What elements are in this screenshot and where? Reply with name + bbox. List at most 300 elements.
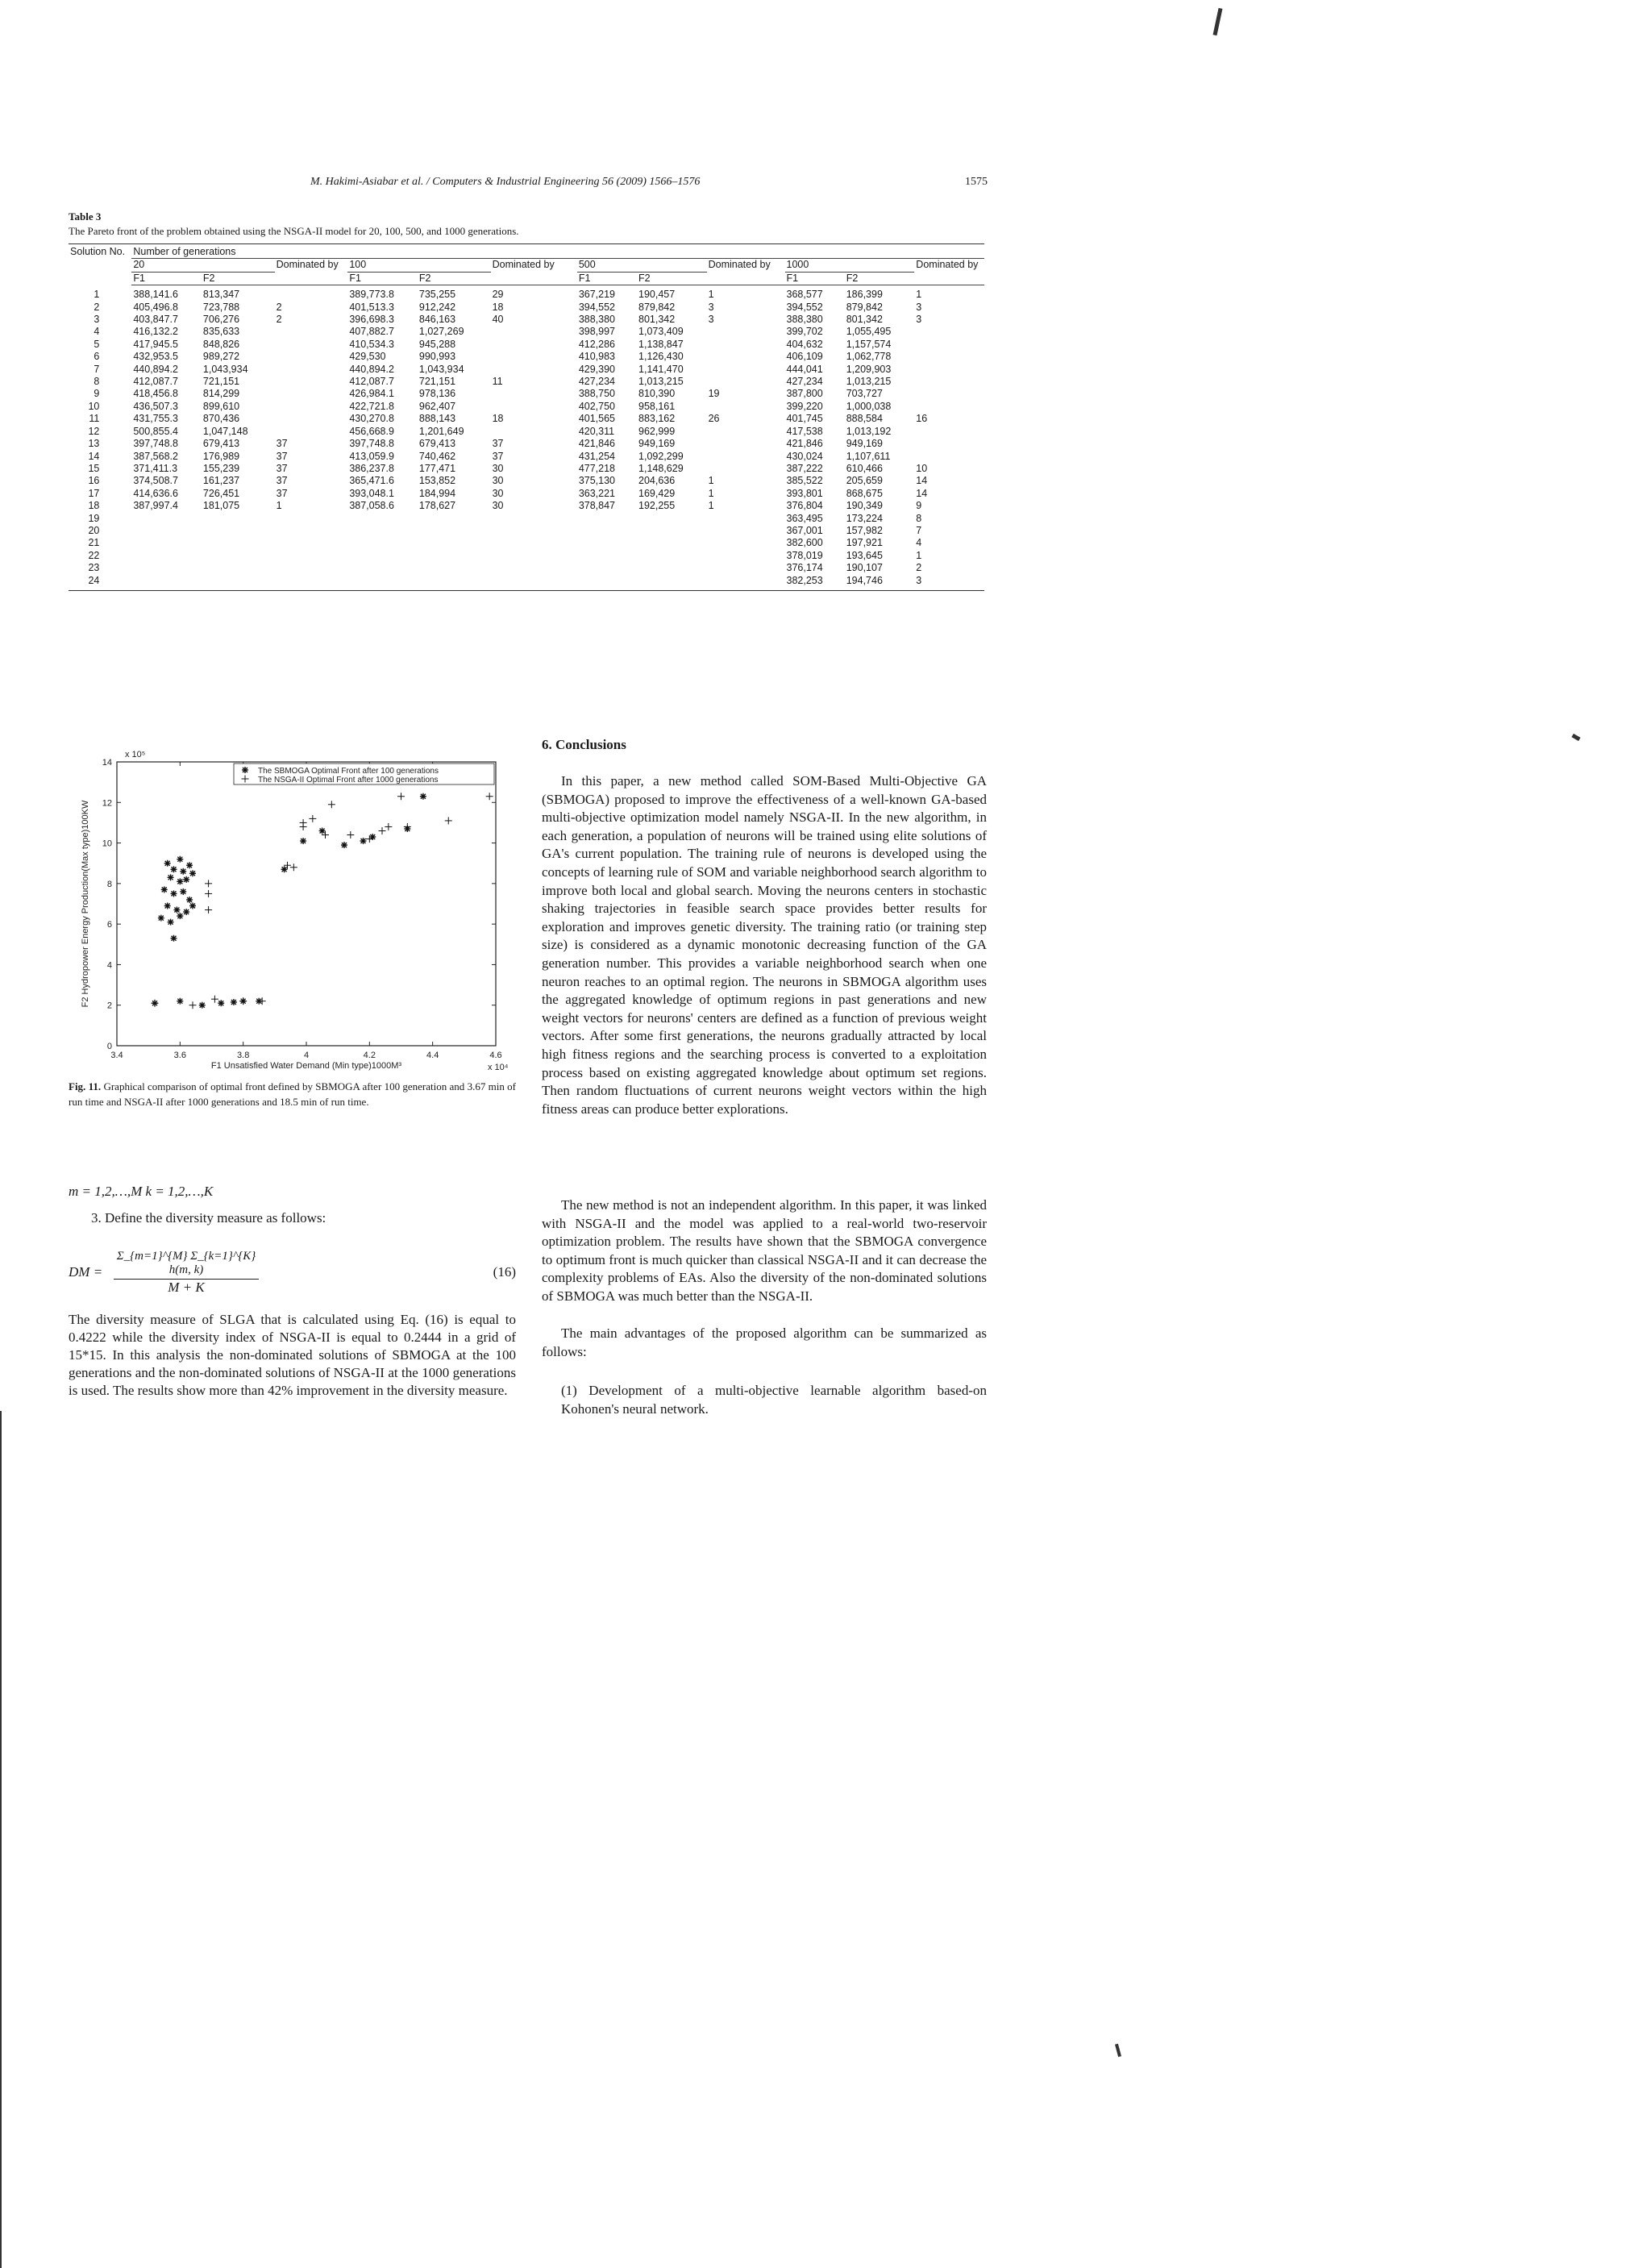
table-cell: 376,804: [786, 500, 823, 512]
dominated-header: Dominated by: [914, 259, 984, 285]
table-cell: 397,748.8: [133, 438, 178, 450]
table-cell: 721,151: [418, 376, 456, 388]
solution-no: 9: [94, 388, 100, 400]
table-cell: [707, 513, 785, 525]
x-tick-label: 3.4: [110, 1051, 123, 1060]
table-cell: [275, 525, 348, 537]
table-cell: 184,994: [418, 487, 456, 499]
table-cell: 10: [916, 462, 928, 474]
table-cell: [914, 376, 984, 388]
nsga2-point: [239, 997, 247, 1005]
table-cell: [202, 525, 275, 537]
table-cell: 949,169: [638, 438, 676, 450]
sbmoga-point: [168, 874, 174, 880]
table-cell: 427,234: [786, 376, 823, 388]
table-cell: 169,429: [638, 487, 676, 499]
x-tick-label: 4: [303, 1051, 310, 1060]
table-caption-text: The Pareto front of the problem obtained using the NSGA-II model for 20, 100, 500, and 1000 generations.: [69, 225, 519, 237]
table-cell: 2: [276, 314, 282, 326]
table-row: [69, 525, 984, 537]
table-cell: 186,399: [846, 289, 883, 301]
table-row: [69, 537, 984, 549]
solution-no: 23: [88, 562, 100, 574]
table-cell: [202, 575, 275, 591]
nsga2-point: [322, 831, 329, 839]
gen-label: 500: [577, 259, 707, 272]
table-cell: 18: [492, 413, 504, 425]
table-cell: 1,148,629: [638, 462, 684, 474]
sbmoga-point: [186, 897, 193, 903]
table-cell: 413,059.9: [349, 450, 394, 462]
solution-no: 2: [94, 301, 100, 313]
solution-no: 15: [88, 462, 100, 474]
sbmoga-point: [199, 1002, 206, 1009]
table-cell: 1: [708, 289, 714, 301]
table-cell: 367,219: [578, 289, 615, 301]
table-row: [69, 438, 984, 450]
solution-no: 1: [94, 288, 100, 300]
table-cell: 949,169: [846, 438, 883, 450]
table-cell: 846,163: [418, 314, 456, 326]
generations-header: Number of generations: [131, 244, 984, 259]
table-cell: 679,413: [202, 438, 240, 450]
legend-entry: The SBMOGA Optimal Front after 100 generations: [258, 767, 439, 776]
nsga2-point: [486, 793, 493, 800]
table-cell: 1,092,299: [638, 450, 684, 462]
table-cell: 375,130: [578, 475, 615, 487]
table-cell: 1,073,409: [638, 326, 684, 338]
table-row: [69, 451, 984, 463]
table-cell: 376,174: [786, 562, 823, 574]
table-cell: 899,610: [202, 400, 240, 412]
table-row: [69, 314, 984, 326]
table-cell: [577, 575, 637, 591]
table-cell: 740,462: [418, 450, 456, 462]
table-cell: 3: [916, 301, 922, 313]
conclusion-p3: The main advantages of the proposed algorithm can be summarized as follows:: [542, 1325, 987, 1359]
eq-numerator: Σ_{m=1}^{M} Σ_{k=1}^{K} h(m, k): [114, 1250, 259, 1280]
solution-no: 19: [88, 512, 100, 524]
table-cell: 29: [492, 289, 504, 301]
table-cell: 477,218: [578, 462, 615, 474]
x-tick-label: 4.2: [363, 1051, 376, 1060]
table-cell: 1: [708, 487, 714, 499]
table-cell: [491, 339, 577, 351]
y-tick-label: 10: [102, 839, 112, 849]
table-cell: 192,255: [638, 500, 676, 512]
table-cell: 402,750: [578, 400, 615, 412]
table-cell: 990,993: [418, 351, 456, 363]
nsga2-point: [284, 862, 291, 869]
eq-number: (16): [493, 1264, 516, 1280]
table-cell: 735,255: [418, 289, 456, 301]
sbmoga-point: [186, 862, 193, 868]
table-row: [69, 285, 984, 302]
table-cell: [914, 388, 984, 400]
table-cell: 157,982: [846, 524, 883, 536]
table-cell: [707, 562, 785, 574]
solution-no: 11: [89, 413, 100, 425]
table-cell: [275, 364, 348, 376]
table-row: [69, 401, 984, 413]
table-cell: 835,633: [202, 326, 240, 338]
nsga2-point: [205, 906, 212, 913]
nsga2-point: [259, 997, 266, 1005]
table-cell: 399,702: [786, 326, 823, 338]
equation-16: [69, 1250, 516, 1295]
table-cell: 14: [916, 487, 928, 499]
table-cell: 388,141.6: [133, 289, 178, 301]
table-cell: 387,997.4: [133, 500, 178, 512]
table-cell: 18: [492, 301, 504, 313]
table-cell: 205,659: [846, 475, 883, 487]
table-cell: 945,288: [418, 338, 456, 350]
table-cell: 37: [492, 450, 504, 462]
table-cell: 155,239: [202, 462, 240, 474]
table-cell: 1: [708, 500, 714, 512]
table-cell: [131, 537, 202, 549]
table-cell: 30: [492, 500, 504, 512]
table-cell: 427,234: [578, 376, 615, 388]
table-cell: 1,000,038: [846, 400, 892, 412]
y-tick-label: 8: [106, 879, 112, 889]
advantage-item-1: (1) Development of a multi-objective learnable algorithm based-on Kohonen's neural network.: [561, 1383, 987, 1417]
table-row: [69, 326, 984, 338]
y-axis-label: F2 Hydropower Energy Production(Max type)100KW: [81, 800, 90, 1008]
table-row: [69, 351, 984, 363]
table-cell: 1: [916, 289, 922, 301]
legend-marker: [242, 767, 248, 773]
solution-no: 16: [88, 475, 100, 487]
solution-no: 20: [88, 524, 100, 536]
table-cell: 26: [708, 413, 720, 425]
table-cell: 371,411.3: [133, 462, 178, 474]
sbmoga-point: [173, 907, 180, 913]
table-cell: [707, 537, 785, 549]
table-cell: 1,027,269: [418, 326, 464, 338]
table-cell: 382,600: [786, 537, 823, 549]
table-cell: 1,055,495: [846, 326, 892, 338]
table-cell: 431,254: [578, 450, 615, 462]
table-cell: 37: [276, 438, 288, 450]
dominated-header: Dominated by: [491, 259, 577, 285]
table-cell: 378,847: [578, 500, 615, 512]
table-cell: 401,513.3: [349, 301, 394, 313]
table-cell: 431,755.3: [133, 413, 178, 425]
table-cell: 721,151: [202, 376, 240, 388]
table-cell: 401,745: [786, 413, 823, 425]
table-cell: 414,636.6: [133, 487, 178, 499]
table-cell: 978,136: [418, 388, 456, 400]
table-caption: [69, 210, 519, 239]
table-cell: [347, 562, 418, 574]
table-cell: 363,495: [786, 512, 823, 524]
table-cell: 723,788: [202, 301, 240, 313]
table-cell: 37: [492, 438, 504, 450]
table-cell: [491, 401, 577, 413]
table-cell: 193,645: [846, 549, 883, 561]
nsga2-point: [309, 815, 316, 822]
table-cell: [577, 525, 637, 537]
table-cell: [275, 326, 348, 338]
table-cell: [914, 426, 984, 438]
sbmoga-point: [319, 827, 326, 834]
table-cell: 429,530: [349, 351, 386, 363]
table-cell: [131, 575, 202, 591]
table-cell: 868,675: [846, 487, 883, 499]
table-cell: 4: [916, 537, 922, 549]
table-cell: 37: [276, 475, 288, 487]
table-cell: [202, 537, 275, 549]
sbmoga-point: [161, 886, 168, 893]
solution-no: 24: [69, 575, 131, 591]
table-cell: 444,041: [786, 363, 823, 375]
table-cell: 430,270.8: [349, 413, 394, 425]
sbmoga-point: [189, 870, 196, 876]
table-cell: 1,107,611: [846, 450, 891, 462]
table-cell: [131, 562, 202, 574]
solution-no: 22: [88, 549, 100, 561]
table-cell: 365,471.6: [349, 475, 394, 487]
y-tick-label: 4: [106, 960, 112, 971]
table-cell: 420,311: [578, 425, 615, 437]
table-cell: [202, 513, 275, 525]
table-cell: 161,237: [202, 475, 240, 487]
table-cell: [131, 513, 202, 525]
table-cell: 388,380: [578, 314, 615, 326]
table-cell: 1,043,934: [418, 363, 464, 375]
f1-header: F1: [347, 272, 418, 285]
table-cell: [914, 364, 984, 376]
table-cell: [275, 537, 348, 549]
table-cell: 417,945.5: [133, 338, 178, 350]
table-cell: 1,157,574: [846, 338, 892, 350]
table-cell: 406,109: [786, 351, 823, 363]
table-cell: 178,627: [418, 500, 456, 512]
nsga2-point: [385, 823, 392, 830]
sbmoga-point: [171, 890, 177, 897]
table-row: [69, 500, 984, 512]
table-cell: 177,471: [418, 462, 456, 474]
table-cell: 40: [492, 314, 504, 326]
table-cell: 387,568.2: [133, 450, 178, 462]
table-cell: [202, 562, 275, 574]
nsga2-point: [290, 864, 297, 871]
table-cell: [577, 513, 637, 525]
table-cell: 883,162: [638, 413, 676, 425]
figure-caption: [69, 1079, 516, 1109]
table-cell: 176,989: [202, 450, 240, 462]
running-header: [69, 176, 988, 195]
y-tick-label: 6: [106, 920, 112, 930]
solution-no: 10: [88, 400, 100, 412]
table-cell: 387,800: [786, 388, 823, 400]
table-cell: 2: [916, 562, 922, 574]
table-cell: 401,565: [578, 413, 615, 425]
table-cell: [914, 326, 984, 338]
table-cell: [275, 388, 348, 400]
dominated-header: Dominated by: [275, 259, 348, 285]
table-row: [69, 575, 984, 591]
table-cell: 19: [708, 388, 720, 400]
table-cell: 429,390: [578, 363, 615, 375]
table-row: [69, 475, 984, 487]
table-cell: 3: [708, 301, 714, 313]
table-cell: [347, 537, 418, 549]
table-cell: 190,457: [638, 289, 676, 301]
table-cell: 962,407: [418, 400, 456, 412]
table-cell: [707, 339, 785, 351]
x-axis-label: F1 Unsatisfied Water Demand (Min type)1000M³: [210, 1061, 402, 1071]
solution-no: 13: [88, 438, 100, 450]
table-cell: [347, 550, 418, 562]
scan-mark: [1115, 2044, 1121, 2057]
table-cell: 726,451: [202, 487, 240, 499]
table-cell: [914, 401, 984, 413]
table-cell: 421,846: [578, 438, 615, 450]
table-cell: 153,852: [418, 475, 456, 487]
table-cell: 190,107: [846, 562, 883, 574]
sbmoga-point: [420, 793, 426, 800]
table-cell: [491, 575, 577, 591]
table-cell: 958,161: [638, 400, 676, 412]
table-cell: [418, 537, 491, 549]
gen-label: 20: [131, 259, 274, 272]
solution-no: 4: [94, 326, 100, 338]
table-cell: 703,727: [846, 388, 883, 400]
table-cell: [275, 550, 348, 562]
table-cell: 3: [708, 314, 714, 326]
table-cell: 2: [276, 301, 282, 313]
table-cell: [707, 364, 785, 376]
f2-header: F2: [845, 272, 915, 285]
table-cell: 410,534.3: [349, 338, 394, 350]
table-cell: [491, 550, 577, 562]
table-cell: 382,253: [785, 575, 845, 591]
x-tick-label: 3.8: [237, 1051, 250, 1060]
table-cell: 3: [916, 314, 922, 326]
sbmoga-point: [177, 913, 183, 919]
table-cell: [707, 438, 785, 450]
solution-no: 3: [94, 314, 100, 326]
table-cell: [275, 562, 348, 574]
x-tick-label: 4.4: [426, 1051, 439, 1060]
table-cell: [275, 351, 348, 363]
table-cell: [275, 575, 348, 591]
table-cell: [275, 339, 348, 351]
table-cell: 814,299: [202, 388, 240, 400]
table-cell: 190,349: [846, 500, 883, 512]
table-cell: 417,538: [786, 425, 823, 437]
table-row: [69, 364, 984, 376]
table-cell: 386,237.8: [349, 462, 394, 474]
solution-no: 8: [94, 376, 100, 388]
sbmoga-point: [183, 876, 189, 883]
scan-mark: [1213, 8, 1223, 35]
solution-no: 18: [88, 500, 100, 512]
step-3: 3. Define the diversity measure as follows:: [91, 1210, 326, 1226]
running-head: M. Hakimi-Asiabar et al. / Computers & Industrial Engineering 56 (2009) 1566–1576: [310, 176, 701, 188]
table-cell: 813,347: [202, 289, 240, 301]
table-cell: 410,983: [578, 351, 615, 363]
table-cell: 30: [492, 475, 504, 487]
table-cell: 440,894.2: [349, 363, 394, 375]
table-cell: [491, 513, 577, 525]
table-cell: [637, 550, 707, 562]
table-cell: [914, 351, 984, 363]
sbmoga-point: [281, 866, 288, 872]
table-cell: 197,921: [846, 537, 883, 549]
table-cell: [491, 562, 577, 574]
table-cell: [577, 562, 637, 574]
table-cell: 1,043,934: [202, 363, 248, 375]
table-cell: 679,413: [418, 438, 456, 450]
table-cell: [637, 525, 707, 537]
nsga2-point: [205, 880, 212, 887]
nsga2-point: [347, 831, 354, 839]
table-cell: [418, 575, 491, 591]
table-cell: [491, 351, 577, 363]
sbmoga-point: [164, 903, 171, 909]
table-cell: 989,272: [202, 351, 240, 363]
table-cell: 194,746: [845, 575, 915, 591]
sbmoga-point: [189, 903, 196, 909]
table-cell: [491, 537, 577, 549]
table-row: [69, 562, 984, 574]
table-cell: 388,750: [578, 388, 615, 400]
table-cell: [707, 426, 785, 438]
table-cell: [491, 525, 577, 537]
table-cell: 7: [916, 524, 922, 536]
sbmoga-point: [300, 838, 306, 844]
table-cell: 37: [276, 450, 288, 462]
table-cell: 8: [916, 512, 922, 524]
table-cell: 801,342: [846, 314, 883, 326]
table-cell: [707, 451, 785, 463]
table-cell: [914, 438, 984, 450]
solution-no: 6: [94, 351, 100, 363]
table-row: [69, 550, 984, 562]
legend-entry: The NSGA-II Optimal Front after 1000 generations: [258, 776, 439, 784]
table-row: [69, 413, 984, 425]
table-cell: 412,087.7: [133, 376, 178, 388]
table-cell: [275, 413, 348, 425]
table-cell: 1,138,847: [638, 338, 684, 350]
table-cell: 9: [916, 500, 922, 512]
dominated-header: Dominated by: [707, 259, 785, 285]
table-cell: 404,632: [786, 338, 823, 350]
table-cell: 870,436: [202, 413, 240, 425]
table-cell: 37: [276, 462, 288, 474]
table-row: [69, 488, 984, 500]
table-cell: [707, 401, 785, 413]
x-tick-label: 4.6: [489, 1051, 502, 1060]
table-cell: 367,001: [786, 524, 823, 536]
f2-header: F2: [418, 272, 491, 285]
figure-caption-text: Graphical comparison of optimal front defined by SBMOGA after 100 generation and 3.67 min of run time and NSGA-II after 1000 generations and 18.5 min of run time.: [69, 1080, 517, 1108]
f1-header: F1: [577, 272, 637, 285]
solution-no: 14: [88, 450, 100, 462]
table-cell: 879,842: [846, 301, 883, 313]
table-cell: [707, 575, 785, 591]
table-cell: 368,577: [786, 289, 823, 301]
table-cell: [491, 326, 577, 338]
table-cell: 173,224: [846, 512, 883, 524]
solution-no: 17: [88, 487, 100, 499]
sbmoga-point: [183, 909, 189, 915]
table-cell: 396,698.3: [349, 314, 394, 326]
section-heading: 6. Conclusions: [542, 737, 626, 752]
